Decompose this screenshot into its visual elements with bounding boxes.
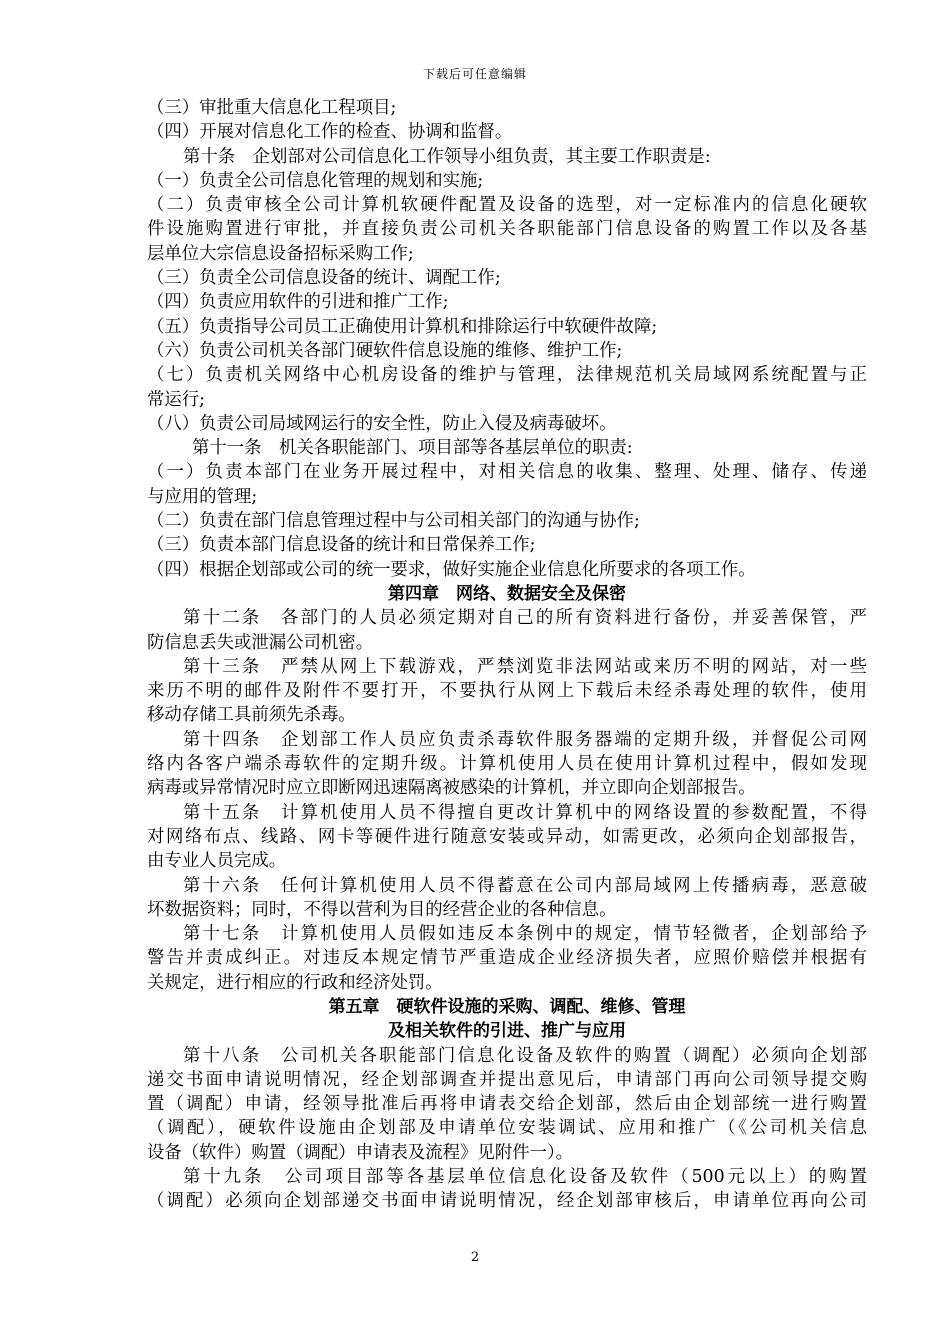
text-line: 第十一条 机关各职能部门、项目部等各基层单位的职责: — [192, 438, 633, 459]
text-line: 坏数据资料；同时，不得以营利为目的经营企业的各种信息。 — [147, 899, 617, 920]
text-line: （一）负责全公司信息化管理的规划和实施; — [147, 170, 484, 191]
text-line: 来历不明的邮件及附件不要打开，不要执行从网上下载后未经杀毒处理的软件，使用 — [147, 681, 867, 702]
text-line: （八）负责公司局域网运行的安全性，防止入侵及病毒破坏。 — [147, 413, 617, 434]
text-line: （五）负责指导公司员工正确使用计算机和排除运行中软硬件故障; — [147, 316, 658, 337]
text-line: 与应用的管理; — [147, 486, 258, 507]
chapter-heading: 第四章 网络、数据安全及保密 — [388, 583, 626, 604]
text-line: 设备（软件）购置（调配）申请表及流程》见附件一）。 — [147, 1142, 574, 1163]
text-line: （二）负责在部门信息管理过程中与公司相关部门的沟通与协作; — [147, 511, 640, 532]
text-line: 第十五条 计算机使用人员不得擅自更改计算机中的网络设置的参数配置，不得 — [183, 802, 867, 823]
text-line: （一）负责本部门在业务开展过程中，对相关信息的收集、整理、处理、储存、传递 — [147, 462, 867, 483]
text-line: （七）负责机关网络中心机房设备的维护与管理，法律规范机关局域网系统配置与正 — [147, 365, 867, 386]
text-line: 防信息丢失或泄漏公司机密。 — [147, 632, 374, 653]
page-number: 2 — [470, 1250, 480, 1265]
text-line: 第十二条 各部门的人员必须定期对自己的所有资料进行备份，并妥善保管，严 — [183, 608, 867, 629]
text-line: 络内各客户端杀毒软件的定期升级。计算机使用人员在使用计算机过程中，假如发现 — [147, 754, 867, 775]
text-line: 第十三条 严禁从网上下载游戏，严禁浏览非法网站或来历不明的网站，对一些 — [183, 656, 867, 677]
text-line: （调配），硬软件设施由企划部及申请单位安装调试、应用和推广（《公司机关信息 — [147, 1118, 867, 1139]
text-line: 第十七条 计算机使用人员假如违反本条例中的规定，情节轻微者，企划部给予 — [183, 924, 867, 945]
text-line: 递交书面申请说明情况，经企划部调查并提出意见后，申请部门再向公司领导提交购 — [147, 1069, 867, 1090]
text-line: 层单位大宗信息设备招标采购工作; — [147, 243, 414, 264]
text-line: （二）负责审核全公司计算机软硬件配置及设备的选型，对一定标准内的信息化硬软 — [147, 195, 867, 216]
text-line: 对网络布点、线路、网卡等硬件进行随意安装或异动，如需更改，必须向企划部报告， — [147, 826, 867, 847]
text-line: （三）审批重大信息化工程项目; — [147, 98, 397, 118]
text-line: 第十四条 企划部工作人员应负责杀毒软件服务器端的定期升级，并督促公司网 — [183, 729, 867, 750]
text-line: 第十八条 公司机关各职能部门信息化设备及软件的购置（调配）必须向企划部 — [183, 1045, 867, 1066]
text-line: （调配）必须向企划部递交书面申请说明情况，经企划部审核后，申请单位再向公司 — [147, 1191, 867, 1212]
text-line: 置（调配）申请，经领导批准后再将申请表交给企划部，然后由企划部统一进行购置 — [147, 1094, 867, 1115]
text-line: 移动存储工具前须先杀毒。 — [147, 705, 356, 726]
text-line: 第十条 企划部对公司信息化工作领导小组负责，其主要工作职责是: — [183, 146, 711, 167]
text-line: 第十六条 任何计算机使用人员不得蓄意在公司内部局域网上传播病毒，恶意破 — [183, 875, 867, 896]
text-line: 警告并责成纠正。对违反本规定情节严重造成企业经济损失者，应照价赔偿并根据有 — [147, 948, 867, 969]
chapter-heading: 第五章 硬软件设施的采购、调配、维修、管理 — [328, 996, 686, 1017]
text-line: 常运行; — [147, 389, 206, 410]
text-line: （四）负责应用软件的引进和推广工作; — [147, 292, 449, 313]
text-line: 关规定，进行相应的行政和经济处罚。 — [147, 972, 443, 993]
text-line: 第十九条 公司项目部等各基层单位信息化设备及软件（500元以上）的购置 — [183, 1167, 867, 1188]
text-line: （六）负责公司机关各部门硬软件信息设施的维修、维护工作; — [147, 340, 623, 361]
text-line: 病毒或异常情况时应立即断网迅速隔离被感染的计算机，并立即向企划部报告。 — [147, 778, 756, 799]
text-line: （四）根据企划部或公司的统一要求，做好实施企业信息化所要求的各项工作。 — [147, 559, 756, 580]
text-line: 件设施购置进行审批，并直接负责公司机关各职能部门信息设备的购置工作以及各基 — [147, 219, 867, 240]
page-header: 下载后可任意编辑 — [422, 67, 527, 81]
text-line: （三）负责本部门信息设备的统计和日常保养工作; — [147, 535, 536, 556]
document-body — [147, 96, 867, 1214]
text-line: （四）开展对信息化工作的检查、协调和监督。 — [147, 122, 513, 143]
text-line: 由专业人员完成。 — [147, 851, 287, 872]
text-line: （三）负责全公司信息设备的统计、调配工作; — [147, 268, 501, 289]
chapter-heading: 及相关软件的引进、推广与应用 — [388, 1021, 626, 1042]
